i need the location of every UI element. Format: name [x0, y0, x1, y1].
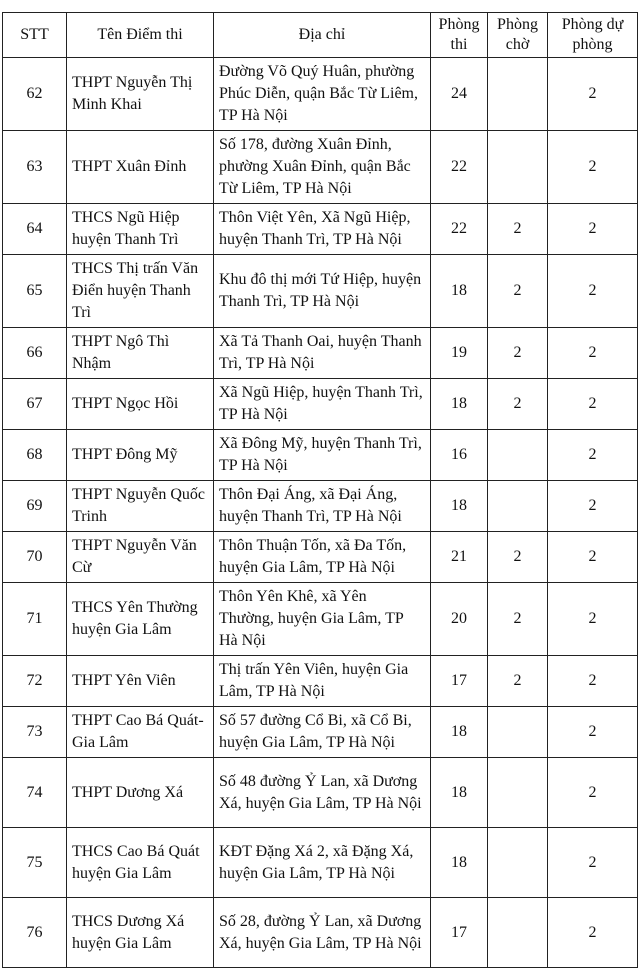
cell-name: THCS Dương Xá huyện Gia Lâm: [67, 898, 214, 968]
cell-stt: 73: [3, 707, 67, 758]
cell-rooms-spare: 2: [548, 898, 638, 968]
table-row: [3, 707, 638, 758]
cell-name: THPT Xuân Đỉnh: [67, 131, 214, 204]
cell-address: Thôn Yên Khê, xã Yên Thường, huyện Gia Lâm, TP Hà Nội: [214, 583, 431, 656]
cell-address: Số 57 đường Cổ Bi, xã Cổ Bi, huyện Gia Lâm, TP Hà Nội: [214, 707, 431, 758]
table-row: [3, 656, 638, 707]
cell-address: Thị trấn Yên Viên, huyện Gia Lâm, TP Hà Nội: [214, 656, 431, 707]
cell-stt: 75: [3, 828, 67, 898]
cell-address: Xã Đông Mỹ, huyện Thanh Trì, TP Hà Nội: [214, 430, 431, 481]
cell-name: THPT Ngọc Hồi: [67, 379, 214, 430]
cell-rooms-wait: [488, 131, 548, 204]
header-address: Địa chỉ: [214, 13, 431, 58]
cell-rooms-exam: 18: [431, 379, 488, 430]
cell-rooms-spare: 2: [548, 430, 638, 481]
table-body: [3, 58, 638, 968]
table-row: [3, 255, 638, 328]
cell-rooms-wait: [488, 707, 548, 758]
table-row: [3, 430, 638, 481]
cell-address: Đường Võ Quý Huân, phường Phúc Diễn, quận Bắc Từ Liêm, TP Hà Nội: [214, 58, 431, 131]
table-row: [3, 758, 638, 828]
cell-name: THPT Ngô Thì Nhậm: [67, 328, 214, 379]
cell-name: THCS Cao Bá Quát huyện Gia Lâm: [67, 828, 214, 898]
cell-rooms-spare: 2: [548, 828, 638, 898]
cell-stt: 65: [3, 255, 67, 328]
cell-rooms-spare: 2: [548, 328, 638, 379]
cell-stt: 70: [3, 532, 67, 583]
cell-name: THPT Nguyễn Quốc Trinh: [67, 481, 214, 532]
cell-address: Thôn Việt Yên, Xã Ngũ Hiệp, huyện Thanh Trì, TP Hà Nội: [214, 204, 431, 255]
cell-name: THCS Ngũ Hiệp huyện Thanh Trì: [67, 204, 214, 255]
header-rooms-spare: Phòng dự phòng: [548, 13, 638, 58]
cell-name: THPT Đông Mỹ: [67, 430, 214, 481]
cell-rooms-exam: 18: [431, 255, 488, 328]
cell-rooms-wait: [488, 828, 548, 898]
cell-rooms-wait: [488, 898, 548, 968]
header-rooms-wait: Phòng chờ: [488, 13, 548, 58]
cell-stt: 76: [3, 898, 67, 968]
cell-name: THPT Dương Xá: [67, 758, 214, 828]
cell-name: THPT Nguyễn Văn Cừ: [67, 532, 214, 583]
cell-rooms-spare: 2: [548, 583, 638, 656]
cell-rooms-wait: 2: [488, 255, 548, 328]
cell-name: THPT Nguyễn Thị Minh Khai: [67, 58, 214, 131]
cell-rooms-exam: 17: [431, 656, 488, 707]
table-row: [3, 583, 638, 656]
cell-address: Khu đô thị mới Tứ Hiệp, huyện Thanh Trì, TP Hà Nội: [214, 255, 431, 328]
cell-name: THCS Thị trấn Văn Điển huyện Thanh Trì: [67, 255, 214, 328]
cell-rooms-wait: [488, 430, 548, 481]
cell-stt: 67: [3, 379, 67, 430]
cell-rooms-exam: 18: [431, 758, 488, 828]
cell-rooms-exam: 18: [431, 481, 488, 532]
cell-rooms-wait: 2: [488, 656, 548, 707]
cell-rooms-spare: 2: [548, 204, 638, 255]
table-row: [3, 379, 638, 430]
cell-rooms-exam: 17: [431, 898, 488, 968]
cell-rooms-exam: 22: [431, 131, 488, 204]
cell-name: THCS Yên Thường huyện Gia Lâm: [67, 583, 214, 656]
cell-rooms-spare: 2: [548, 656, 638, 707]
cell-address: Số 48 đường Ỷ Lan, xã Dương Xá, huyện Gia Lâm, TP Hà Nội: [214, 758, 431, 828]
cell-rooms-exam: 22: [431, 204, 488, 255]
exam-venues-table: [2, 12, 638, 968]
cell-address: Số 178, đường Xuân Đỉnh, phường Xuân Đỉnh, quận Bắc Từ Liêm, TP Hà Nội: [214, 131, 431, 204]
cell-address: Thôn Đại Áng, xã Đại Áng, huyện Thanh Trì, TP Hà Nội: [214, 481, 431, 532]
cell-rooms-wait: 2: [488, 204, 548, 255]
cell-address: Số 28, đường Ỷ Lan, xã Dương Xá, huyện Gia Lâm, TP Hà Nội: [214, 898, 431, 968]
header-rooms-exam: Phòng thi: [431, 13, 488, 58]
cell-rooms-exam: 18: [431, 707, 488, 758]
cell-rooms-exam: 21: [431, 532, 488, 583]
table-row: [3, 481, 638, 532]
cell-rooms-spare: 2: [548, 532, 638, 583]
cell-name: THPT Yên Viên: [67, 656, 214, 707]
cell-rooms-wait: 2: [488, 532, 548, 583]
cell-rooms-exam: 24: [431, 58, 488, 131]
table-row: [3, 898, 638, 968]
cell-rooms-exam: 20: [431, 583, 488, 656]
table-row: [3, 58, 638, 131]
cell-rooms-wait: 2: [488, 583, 548, 656]
cell-address: Thôn Thuận Tốn, xã Đa Tốn, huyện Gia Lâm, TP Hà Nội: [214, 532, 431, 583]
cell-rooms-wait: [488, 58, 548, 131]
cell-stt: 72: [3, 656, 67, 707]
cell-rooms-spare: 2: [548, 707, 638, 758]
cell-rooms-exam: 18: [431, 828, 488, 898]
table-row: [3, 328, 638, 379]
cell-rooms-spare: 2: [548, 255, 638, 328]
cell-stt: 69: [3, 481, 67, 532]
cell-rooms-exam: 19: [431, 328, 488, 379]
cell-stt: 63: [3, 131, 67, 204]
cell-rooms-spare: 2: [548, 379, 638, 430]
cell-rooms-spare: 2: [548, 481, 638, 532]
cell-stt: 74: [3, 758, 67, 828]
cell-address: Xã Ngũ Hiệp, huyện Thanh Trì, TP Hà Nội: [214, 379, 431, 430]
cell-stt: 68: [3, 430, 67, 481]
header-stt: STT: [3, 13, 67, 58]
cell-rooms-spare: 2: [548, 58, 638, 131]
cell-stt: 62: [3, 58, 67, 131]
cell-rooms-wait: 2: [488, 379, 548, 430]
table-row: [3, 532, 638, 583]
cell-stt: 64: [3, 204, 67, 255]
cell-stt: 66: [3, 328, 67, 379]
table-row: [3, 131, 638, 204]
table-row: [3, 204, 638, 255]
table-row: [3, 828, 638, 898]
cell-address: Xã Tả Thanh Oai, huyện Thanh Trì, TP Hà Nội: [214, 328, 431, 379]
cell-rooms-spare: 2: [548, 758, 638, 828]
cell-stt: 71: [3, 583, 67, 656]
cell-rooms-exam: 16: [431, 430, 488, 481]
header-name: Tên Điểm thi: [67, 13, 214, 58]
cell-address: KĐT Đặng Xá 2, xã Đặng Xá, huyện Gia Lâm, TP Hà Nội: [214, 828, 431, 898]
cell-rooms-wait: [488, 481, 548, 532]
table-header: [3, 13, 638, 58]
cell-rooms-wait: 2: [488, 328, 548, 379]
cell-name: THPT Cao Bá Quát-Gia Lâm: [67, 707, 214, 758]
header-row: [3, 13, 638, 58]
cell-rooms-wait: [488, 758, 548, 828]
cell-rooms-spare: 2: [548, 131, 638, 204]
